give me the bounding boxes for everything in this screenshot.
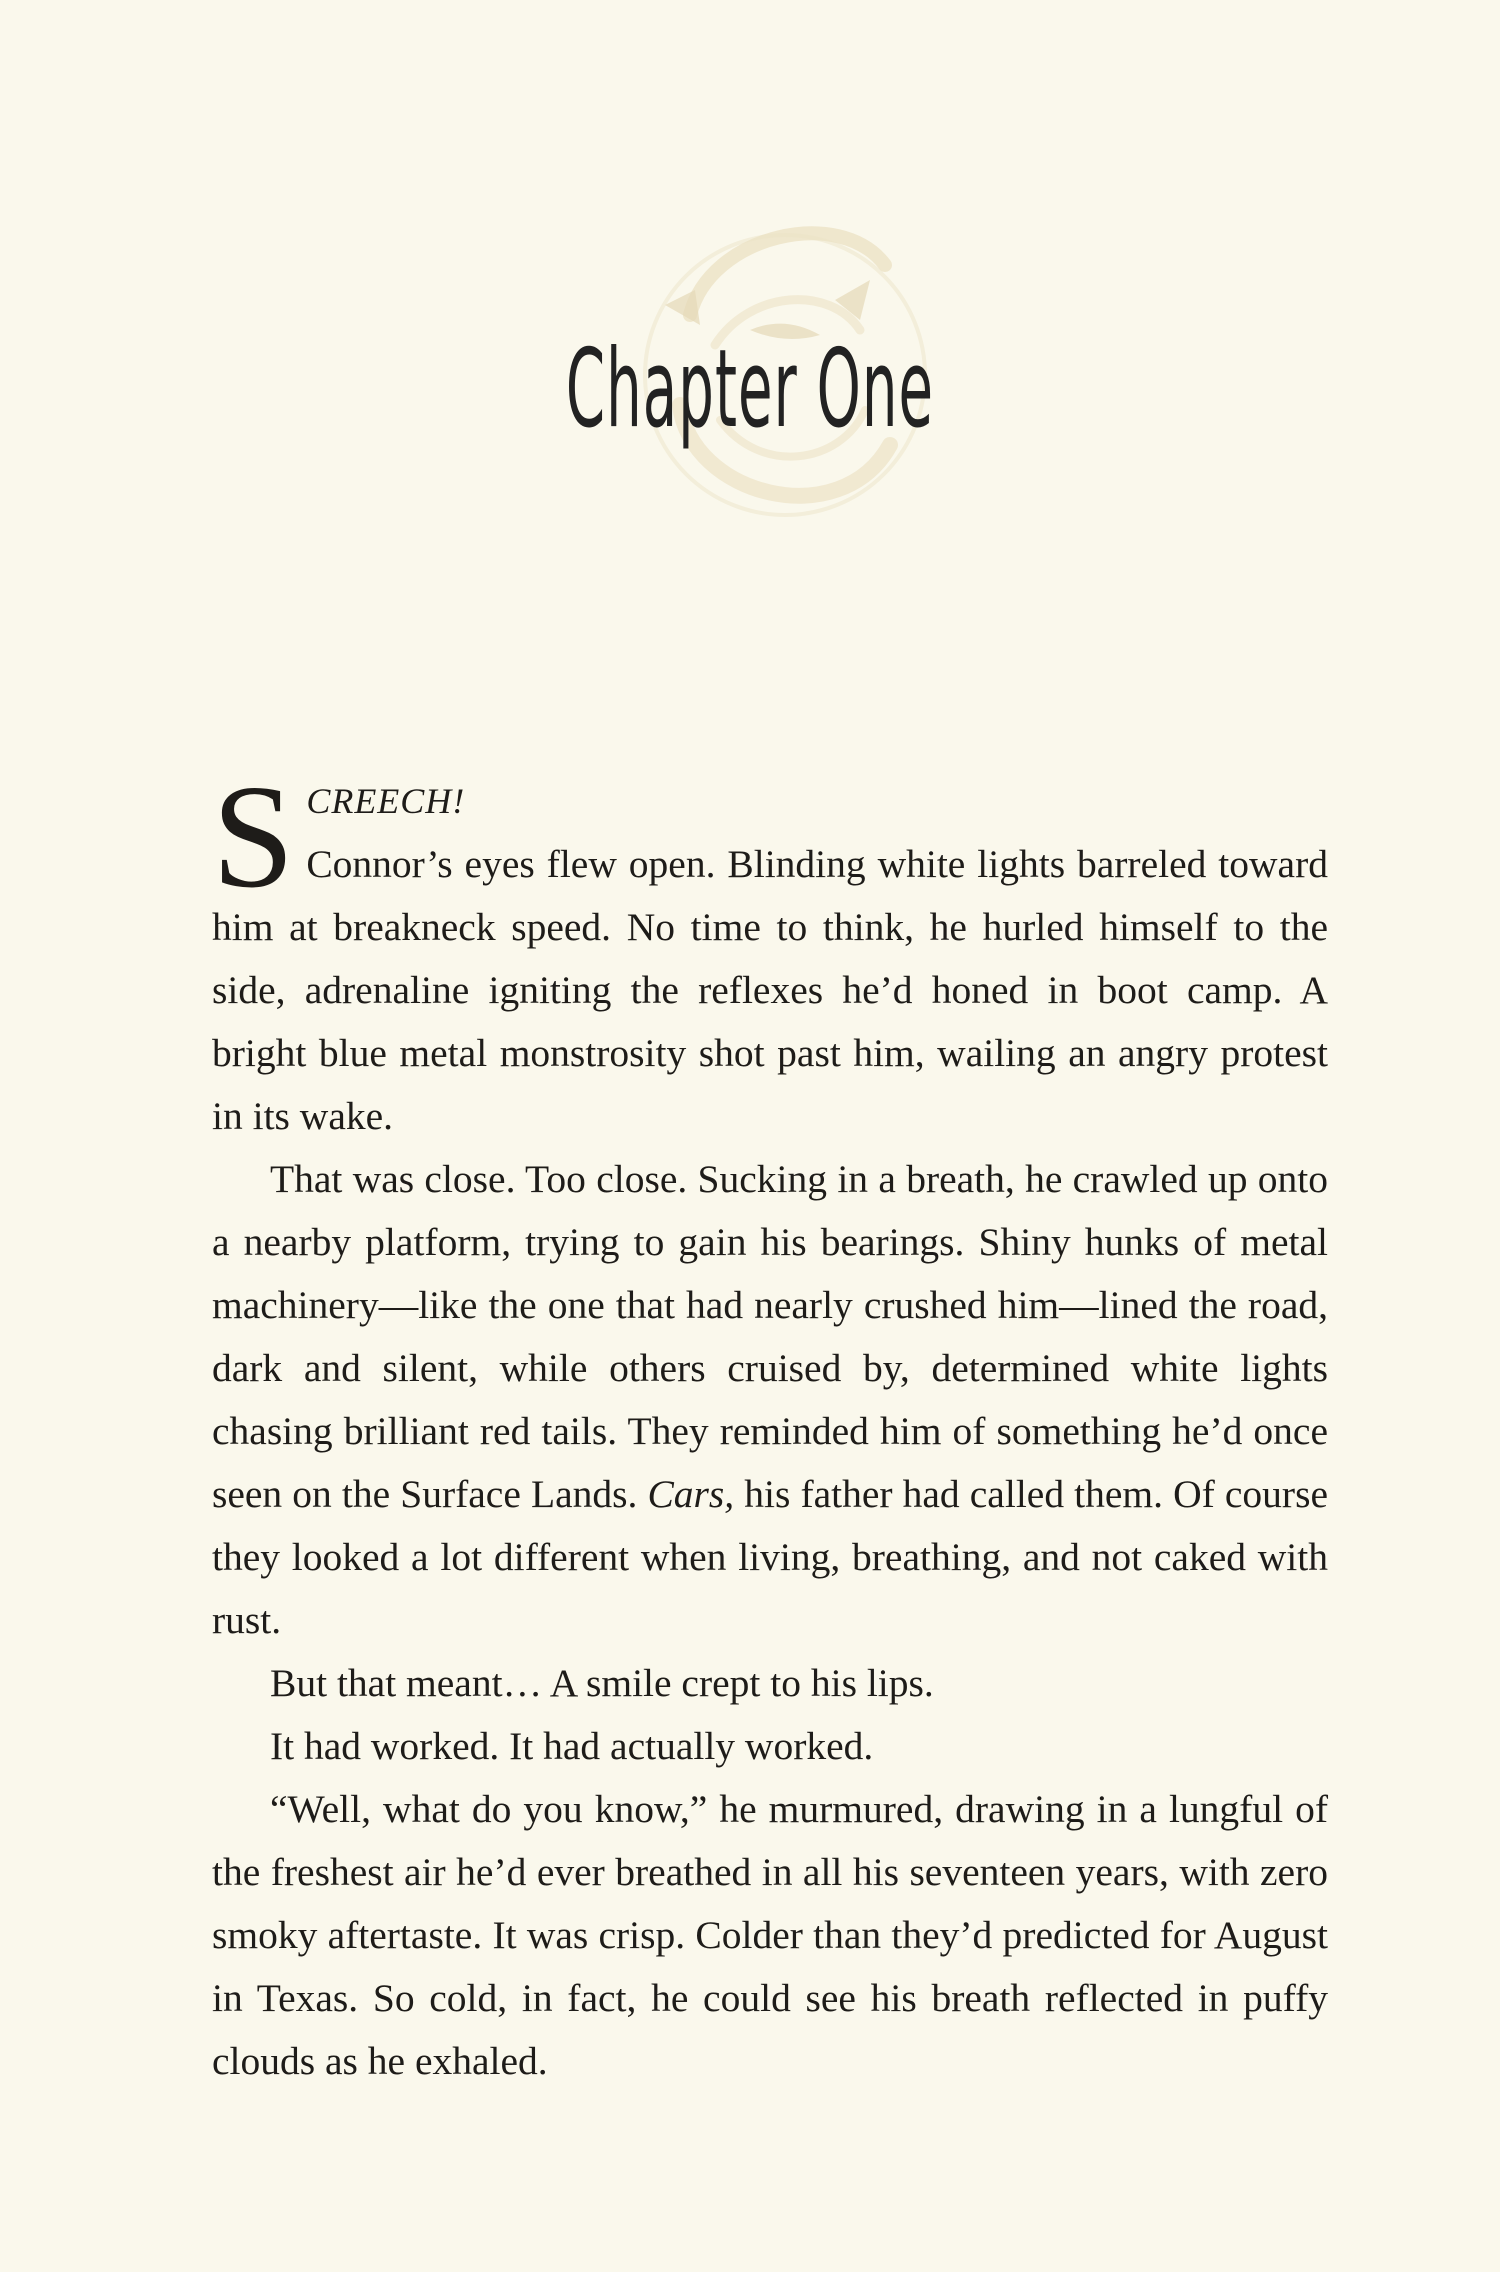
drop-cap: S xyxy=(212,755,295,919)
paragraph: It had worked. It had actually worked. xyxy=(270,1724,874,1768)
paragraph xyxy=(212,1148,1328,1652)
opening-word: CREECH! xyxy=(306,781,466,821)
opening-paragraph xyxy=(212,755,1328,1148)
paragraph: “Well, what do you know,” he murmured, drawing in a lungful of the freshest air he’d ever breathed in all his seventeen years, with zero smoky aftertaste. It was crisp. Colder than they’d predicted for August in Texas. So cold, in fact, he could see his breath reflected in puffy clouds as he exhaled. xyxy=(212,1787,1328,2083)
opening-paragraph-text: Connor’s eyes flew open. Blinding white lights barreled toward him at breakneck speed. No time to think, he hurled himself to the side, adrenaline igniting the reflexes he’d honed in boot camp. A bright blue metal monstrosity shot past him, wailing an angry protest in its wake. xyxy=(212,842,1328,1138)
paragraph-emphasis: Cars, xyxy=(647,1472,735,1516)
paragraph-text: That was close. Too close. Sucking in a breath, he crawled up onto a nearby platform, trying to gain his bearings. Shiny hunks of metal machinery—like the one that had nearly crushed him—lined the road, dark and silent, while others cruised by, determined white lights chasing brilliant red tails. They reminded him of something he’d once seen on the Surface Lands. xyxy=(212,1157,1328,1516)
chapter-body xyxy=(212,755,1328,2093)
paragraph-text: his father had called them. Of course they looked a lot different when living, breathing, and not caked with rust. xyxy=(212,1472,1328,1642)
paragraph: But that meant… A smile crept to his lips. xyxy=(270,1661,934,1705)
chapter-title: Chapter One xyxy=(565,327,935,452)
